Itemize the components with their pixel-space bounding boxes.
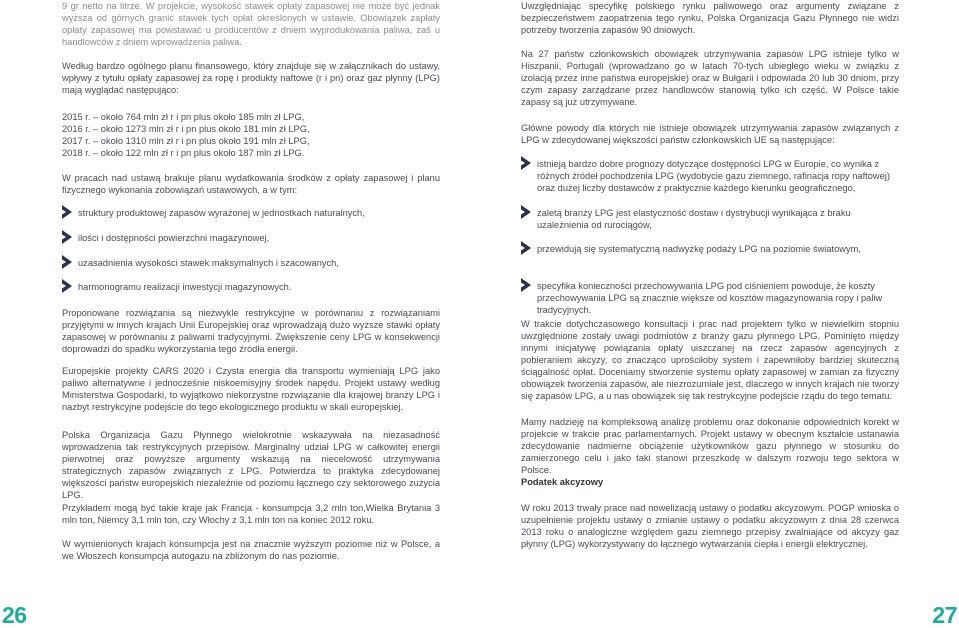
year-item-2017: 2017 r. – około 1310 mln zł r i pn plus około 191 mln zł LPG, <box>62 136 310 146</box>
left-bullet-text: harmonogramu realizacji inwestycji magazynowych. <box>78 282 292 292</box>
right-bullet-item <box>519 206 897 231</box>
chevron-right-icon <box>60 278 76 294</box>
chevron-right-icon <box>60 204 76 220</box>
consumption-paragraph: W wymienionych krajach konsumpcja jest na znacznie wyższym poziomie niż w Polsce, a we Włoszech konsumpcja autogazu na zbliżonym do nas poziomie. <box>62 539 440 561</box>
yearly-revenue-list <box>62 111 440 159</box>
examples-paragraph: Przykładem mogą być takie kraje jak Francja - konsumpcja 3,2 mln ton,Wielka Brytania 3 mln ton, Niemcy 3,1 mln ton, czy Włochy z 3,1 mln ton na koniec 2012 roku. <box>62 503 440 525</box>
solutions-paragraph: Proponowane rozwiązania są nieżwykle restrykcyjne w porównaniu z rozwiązaniami przyjętymi w innych krajach Unii Europejskiej oraz wprowadzają dużo wyższe stawki opłaty zapasowej w porównaniu z paliwami tradycyjnymi. Zwiększenie ceny LPG w konsekwencji doprowadzi do spadku wykorzystania tego źródła energii. <box>62 308 440 354</box>
reasons-intro-paragraph: Główne powody dla których nie istnieje obowiązek utrzymywania zapasów związanych z LPG w zdecydowanej większości państw członkowskich UE są następujące: <box>521 123 899 145</box>
consultation-paragraph: W trakcie dotychczasowego konsultacji i prac nad projektem tylko w niewielkim stopniu uwzględnione zostały uwagi podmiotów z branży gazu płynnego LPG. Pominięto między innymi inicjatywę powiązania opłaty uiszczanej na rzecz zapasów agencyjnych z pobieraniem akcyzy, co znacząco uprościłoby system i zapewniłoby bardziej skuteczną ściągalność opłat. Doceniamy stworzenie systemu opłaty zapasowej w zamian za fizyczny obowiązek tworzenia zapasów, ale niezrozumiałe jest, dlaczego w innych krajach nie tworzy się zapasów LPG, a u nas obowiązek się tak restrykcyjne podejście rządu do tego tematu. <box>521 319 899 401</box>
right-bullet-item <box>519 279 897 316</box>
year-item-2018: 2018 r. – około 122 mln zł r i pn plus około 187 mln zł LPG. <box>62 148 305 158</box>
page-number-left: 26 <box>2 602 27 628</box>
chevron-right-icon <box>60 254 76 270</box>
excise-tax-paragraph: W roku 2013 trwały prace nad nowelizacją ustawy o podatku akcyzowym. POGP wnioska o uzupełnienie projektu ustawy o zmianie ustawy o podatku akcyzowym z dnia 28 czerwca 2013 roku o analogiczne względem gazu ziemnego przepisy zwalniające od akcyzy gaz płynny (LPG) wykorzystywany do łącznego wytwarzania ciepła i energii elektrycznej. <box>521 503 899 549</box>
right-bullet-item <box>519 157 897 194</box>
right-bullet-text: specyfika konieczności przechowywania LPG pod ciśnieniem powoduje, że koszty przechowywania LPG są znacznie większe od kosztów magazynowania ropy i paliw tradycyjnych. <box>537 281 883 315</box>
chevron-right-icon <box>519 204 535 220</box>
chevron-right-icon <box>519 240 535 256</box>
estimate-intro-paragraph: Według bardzo ogólnego planu finansowego, który znajduje się w załącznikach do ustawy, wpływy z tytułu opłaty zapasowej za ropę i produkty naftowe (r i pn) oraz gaz płynny (LPG) mają wyglądać następująco: <box>62 61 440 95</box>
year-item-2015: 2015 r. – około 764 mln zł r i pn plus około 185 mln zł LPG, <box>62 112 305 122</box>
left-bullet-item <box>60 256 438 270</box>
page-number-right: 27 <box>932 602 957 628</box>
chevron-right-icon <box>60 229 76 245</box>
hope-paragraph: Mamy nadzieję na kompleksową analizę problemu oraz dokonanie odpowiednich korekt w projekcie w trakcie prac parlamentarnych. Projekt ustawy w obecnym kształcie ustanawia zdecydowanie nadmierne obciążenie użytkowników gazu płynnego w stosunku do zamierzonego celu i jako taki stanowi przeszkodę w dalszym rozwoju tego sektora w Polsce. <box>521 417 899 475</box>
pogp-paragraph: Polska Organizacja Gazu Płynnego wielokrotnie wskazywała na niezasadność wprowadzenia tak restrykcyjnych przepisów. Marginalny udział LPG w całkowitej energii pierwotnej oraz powyższe argumenty wskazują na niecelowość utrzymywania strategicznych zapasów związanych z LPG. Potwierdza to praktyka zdecydowanej większości państw europejskich niezależnie od poziomu łącznego czy sektorowego zużycia LPG. <box>62 430 440 500</box>
missing-plan-paragraph: W pracach nad ustawą brakuje planu wydatkowania środków z opłaty zapasowej i planu fizycznego wykonania zobowiązań ustawowych, a w tym: <box>62 173 440 195</box>
year-item-2016: 2016 r. – około 1273 mln zł r i pn plus około 181 mln zł LPG, <box>62 124 310 134</box>
projects-paragraph: Europejskie projekty CARS 2020 i Czysta energia dla transportu wymieniają LPG jako paliwo alternatywne i jednocześnie niskoemisyjny środek napędu. Projekt ustawy według Ministerstwa Gospodarki, to wyjątkowo niekorzystne rozwiązanie dla krajowej branży LPG i nazbyt restrykcyjne podejście do tego ekologicznego produktu w skali europejskiej. <box>62 366 440 412</box>
excise-tax-heading: Podatek akcyzowy <box>521 477 604 487</box>
right-bullet-text: istnieją bardzo dobre prognozy dotyczące dostępności LPG w Europie, co wynika z różnych źródeł pochodzenia LPG (wydobycie gazu ziemnego, rafinacja ropy naftowej) oraz dużej liczby dostawców z praktycznie każdego kierunku geograficznego, <box>537 159 890 193</box>
left-bullet-item <box>60 206 438 220</box>
chevron-right-icon <box>519 155 535 171</box>
right-bullet-text: przewidują się systematyczną nadwyżkę podaży LPG na poziomie światowym, <box>537 244 861 254</box>
left-bullet-item <box>60 231 438 245</box>
member-states-paragraph: Na 27 państw członkowskich obowiązek utrzymywania zapasów LPG istnieje tylko w Hiszpanii, Portugali (wprowadzano go w latach 70-tych ubiegłego wieku w związku z izolacją przez inne państwa europejskie) oraz w Bułgarii i odpowiada 20 lub 30 dniom, przy czym zapasy zarządzane przez handlowców stanowią tylko ich część. W Polsce takie zapasy są już utrzymywane. <box>521 49 899 107</box>
left-intro-paragraph: 9 gr netto na litrze. W projekcie, wysokość stawek opłaty zapasowej nie może być jednak wyższa od górnych granic stawek tych opłat określonych w ustawie. Obowiązek zapłaty opłaty zapasowej ma powstawać u producentów z dniem wyprodukowania paliwa, zaś u handlowców z dniem wprowadzenia paliwa. <box>62 1 440 47</box>
left-bullet-text: struktury produktowej zapasów wyrażonej w jednostkach naturalnych, <box>78 208 365 218</box>
right-bullet-text: zaletą branży LPG jest elastyczność dostaw i dystrybucji wynikająca z braku uzależnienia od rurociągów, <box>537 208 851 230</box>
right-bullet-item <box>519 242 897 256</box>
left-bullet-item <box>60 280 438 294</box>
left-bullet-text: ilości i dostępności powierzchni magazynowej, <box>78 233 270 243</box>
right-intro-paragraph: Uwzględniając specyfikę polskiego rynku paliwowego oraz argumenty związane z bezpieczeństwem zaopatrzenia tego rynku, Polska Organizacja Gazu Płynnego nie widzi potrzeby tworzenia zapasów 90 dniowych. <box>521 1 899 35</box>
chevron-right-icon <box>519 277 535 293</box>
left-bullet-text: uzasadnienia wysokości stawek maksymalnych i szacowanych, <box>78 258 339 268</box>
